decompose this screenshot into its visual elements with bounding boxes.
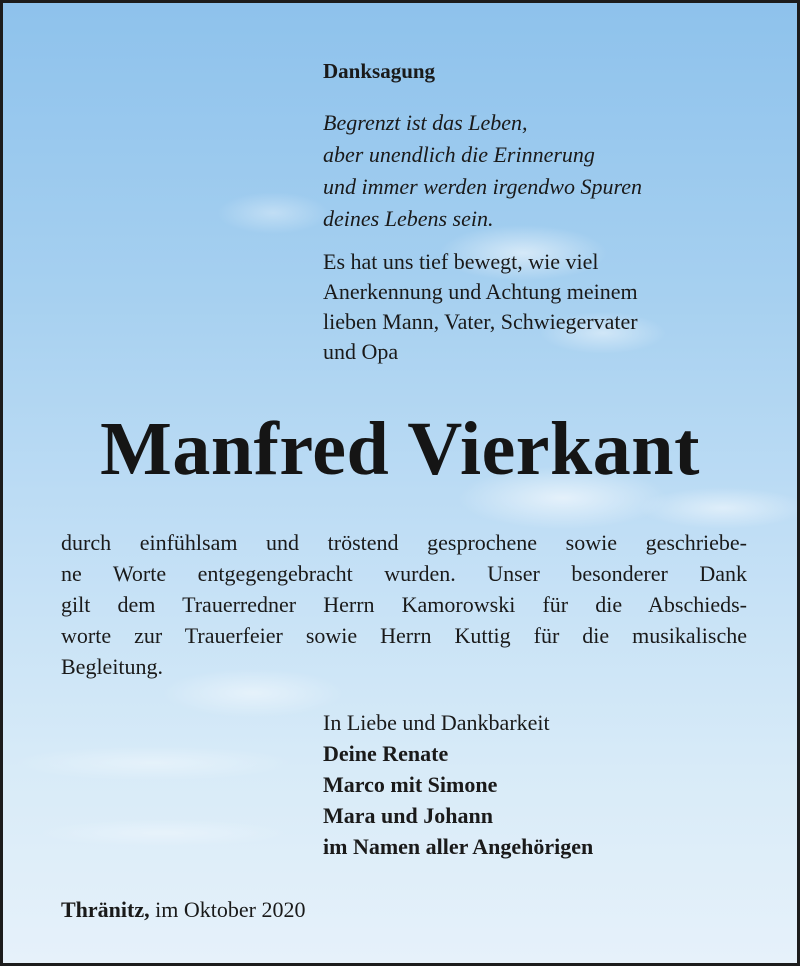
poem xyxy=(323,107,642,235)
body-text xyxy=(61,527,747,682)
body-line: worte zur Trauerfeier sowie Herrn Kuttig für die musikalische xyxy=(61,623,747,648)
body-line: ne Worte entgegengebracht wurden. Unser besonderer Dank xyxy=(61,561,747,586)
deceased-name: Manfred Vierkant xyxy=(100,407,700,491)
poem-line: und immer werden irgendwo Spuren xyxy=(323,174,642,199)
poem-line: aber unendlich die Erinnerung xyxy=(323,142,595,167)
intro-line: Anerkennung und Achtung meinem xyxy=(323,279,638,304)
closing-line: In Liebe und Dankbarkeit xyxy=(323,710,550,735)
poem-line: Begrenzt ist das Leben, xyxy=(323,110,528,135)
body-line: gilt dem Trauerredner Herrn Kamorowski für die Abschieds- xyxy=(61,592,747,617)
signatory: im Namen aller Angehörigen xyxy=(323,834,594,859)
footer-place: Thränitz, xyxy=(61,897,150,922)
heading: Danksagung xyxy=(323,59,436,83)
closing xyxy=(323,707,593,862)
footer xyxy=(61,897,305,923)
intro-line: und Opa xyxy=(323,339,399,364)
intro-line: Es hat uns tief bewegt, wie viel xyxy=(323,249,599,274)
intro-line: lieben Mann, Vater, Schwiegervater xyxy=(323,309,638,334)
signatory: Deine Renate xyxy=(323,741,449,766)
signatory: Mara und Johann xyxy=(323,803,493,828)
signatory: Marco mit Simone xyxy=(323,772,498,797)
footer-date: im Oktober 2020 xyxy=(155,897,306,922)
body-line: durch einfühlsam und tröstend gesprochene sowie geschriebe- xyxy=(61,530,747,555)
poem-line: deines Lebens sein. xyxy=(323,206,494,231)
body-line: Begleitung. xyxy=(61,654,164,679)
intro-text xyxy=(323,247,638,367)
